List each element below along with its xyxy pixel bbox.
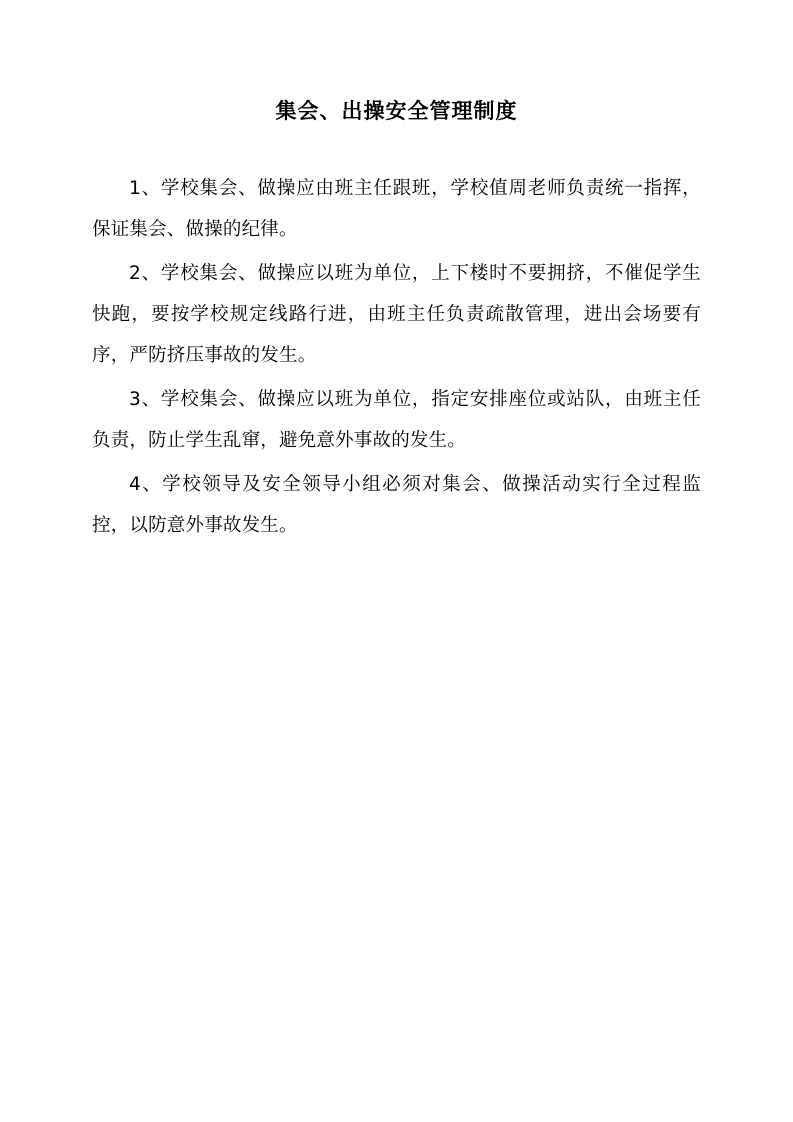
paragraph-3: 3、学校集会、做操应以班为单位，指定安排座位或站队，由班主任负责，防止学生乱窜，避免意外事故的发生。 xyxy=(92,389,701,452)
paragraph-2: 2、学校集会、做操应以班为单位，上下楼时不要拥挤，不催促学生快跑，要按学校规定线路行进，由班主任负责疏散管理，进出会场要有序，严防挤压事故的发生。 xyxy=(92,263,701,367)
page-title: 集会、出操安全管理制度 xyxy=(275,99,518,123)
paragraph-4: 4、学校领导及安全领导小组必须对集会、做操活动实行全过程监控，以防意外事故发生。 xyxy=(92,474,701,537)
document-body xyxy=(92,168,701,546)
paragraph-1: 1、学校集会、做操应由班主任跟班，学校值周老师负责统一指挥，保证集会、做操的纪律。 xyxy=(92,178,701,241)
